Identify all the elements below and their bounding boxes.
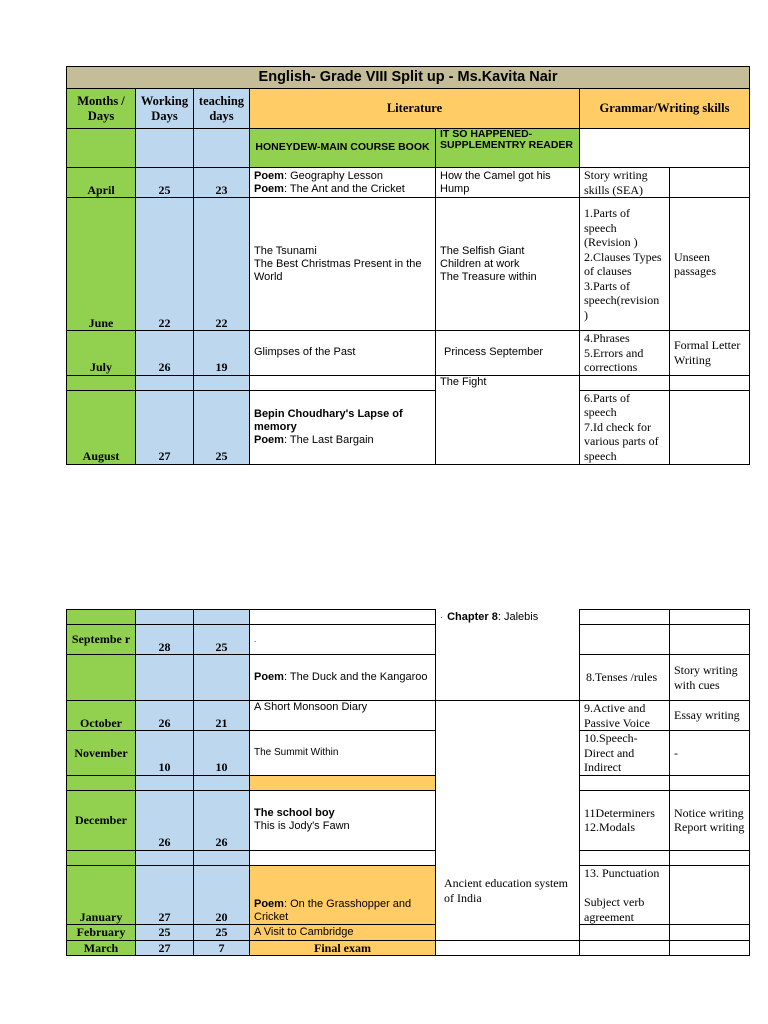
split-up-table-part-2	[66, 609, 750, 956]
empty-cell	[194, 850, 250, 865]
writing-story: Story writing with cues	[670, 655, 750, 701]
empty-cell	[670, 375, 750, 390]
header-supplementary: IT SO HAPPENED-SUPPLEMENTRY READER	[436, 129, 580, 168]
teaching-days-january: 20	[194, 865, 250, 925]
empty-cell	[250, 375, 436, 390]
empty-cell	[194, 775, 250, 790]
main-course-april: Poem: Geography Lesson Poem: The Ant and the Cricket	[250, 168, 436, 198]
working-days-september: 28	[136, 625, 194, 655]
empty-cell	[670, 610, 750, 625]
writing-november: -	[670, 731, 750, 776]
working-days-april: 25	[136, 168, 194, 198]
empty-cell	[67, 129, 136, 168]
grammar-october: 9.Active and Passive Voice	[580, 701, 670, 731]
supplementary-july: Princess September	[436, 331, 580, 376]
empty-cell	[67, 850, 136, 865]
month-july: July	[67, 331, 136, 376]
teaching-days-june: 22	[194, 198, 250, 331]
empty-cell	[580, 940, 670, 956]
main-course-march: Final exam	[250, 940, 436, 956]
teaching-days-april: 23	[194, 168, 250, 198]
writing-july: Formal Letter Writing	[670, 331, 750, 376]
working-days-january: 27	[136, 865, 194, 925]
month-march: March	[67, 940, 136, 956]
writing-december: Notice writing Report writing	[670, 790, 750, 850]
working-days-august: 27	[136, 390, 194, 464]
empty-cell	[670, 775, 750, 790]
empty-cell	[136, 850, 194, 865]
teaching-days-december: 26	[194, 790, 250, 850]
main-course-july: Glimpses of the Past	[250, 331, 436, 376]
grammar-july: 4.Phrases 5.Errors and corrections	[580, 331, 670, 376]
empty-cell	[250, 775, 436, 790]
empty-cell	[136, 655, 194, 701]
grammar-november: 10.Speech- Direct and Indirect	[580, 731, 670, 776]
header-months: Months / Days	[67, 89, 136, 129]
grammar-january: 13. Punctuation Subject verb agreement	[580, 865, 670, 925]
working-days-june: 22	[136, 198, 194, 331]
month-august: August	[67, 390, 136, 464]
header-honeydew: HONEYDEW-MAIN COURSE BOOK	[250, 129, 436, 168]
empty-cell	[67, 775, 136, 790]
header-working-days: Working Days	[136, 89, 194, 129]
empty-cell	[580, 129, 750, 168]
empty-cell	[580, 850, 670, 865]
empty-cell	[136, 775, 194, 790]
main-course-january: Poem: On the Grasshopper and Cricket	[250, 865, 436, 925]
working-days-october: 26	[136, 701, 194, 731]
empty-cell	[67, 375, 136, 390]
main-course-september: .	[250, 625, 436, 655]
working-days-march: 27	[136, 940, 194, 956]
writing-june: Unseen passages	[670, 198, 750, 331]
empty-cell	[580, 375, 670, 390]
working-days-november: 10	[136, 731, 194, 776]
month-february: February	[67, 925, 136, 941]
empty-cell	[670, 390, 750, 464]
empty-cell	[670, 168, 750, 198]
empty-cell	[194, 655, 250, 701]
grammar-december: 11Determiners 12.Modals	[580, 790, 670, 850]
supplementary-august: The Fight	[436, 375, 580, 464]
page-title: English- Grade VIII Split up - Ms.Kavita Nair	[67, 67, 750, 89]
month-october: October	[67, 701, 136, 731]
teaching-days-november: 10	[194, 731, 250, 776]
empty-cell	[194, 129, 250, 168]
month-september: Septembe r	[67, 625, 136, 655]
empty-cell	[136, 610, 194, 625]
working-days-february: 25	[136, 925, 194, 941]
header-literature: Literature	[250, 89, 580, 129]
main-course-february: A Visit to Cambridge	[250, 925, 436, 941]
grammar-june: 1.Parts of speech (Revision ) 2.Clauses Types of clauses 3.Parts of speech(revision )	[580, 198, 670, 331]
empty-cell	[580, 625, 670, 655]
working-days-december: 26	[136, 790, 194, 850]
empty-cell	[194, 375, 250, 390]
empty-cell	[194, 610, 250, 625]
empty-cell	[580, 925, 670, 941]
main-course-june: The Tsunami The Best Christmas Present in the World	[250, 198, 436, 331]
empty-cell	[670, 625, 750, 655]
supplementary-january: Ancient education system of India	[444, 876, 568, 905]
teaching-days-july: 19	[194, 331, 250, 376]
working-days-july: 26	[136, 331, 194, 376]
empty-cell	[670, 925, 750, 941]
empty-cell	[580, 775, 670, 790]
empty-cell	[67, 655, 136, 701]
teaching-days-march: 7	[194, 940, 250, 956]
supplementary-june: The Selfish Giant Children at work The Treasure within	[436, 198, 580, 331]
teaching-days-september: 25	[194, 625, 250, 655]
empty-cell	[670, 850, 750, 865]
header-grammar: Grammar/Writing skills	[580, 89, 750, 129]
empty-cell	[436, 625, 580, 701]
main-course-duck: Poem: The Duck and the Kangaroo	[250, 655, 436, 701]
grammar-august: 6.Parts of speech 7.Id check for various parts of speech	[580, 390, 670, 464]
header-teaching-days: teaching days	[194, 89, 250, 129]
empty-cell	[136, 375, 194, 390]
grammar-tenses: 8.Tenses /rules	[580, 655, 670, 701]
empty-cell	[250, 610, 436, 625]
month-january: January	[67, 865, 136, 925]
main-course-december: The school boy This is Jody's Fawn	[250, 790, 436, 850]
empty-cell	[670, 865, 750, 925]
month-november: November	[67, 731, 136, 776]
main-course-november: The Summit Within	[250, 731, 436, 776]
main-course-august: Bepin Choudhary's Lapse of memory Poem: The Last Bargain	[250, 390, 436, 464]
empty-cell	[250, 850, 436, 865]
empty-cell	[580, 610, 670, 625]
supplementary-april: How the Camel got his Hump	[436, 168, 580, 198]
main-course-october: A Short Monsoon Diary	[250, 701, 436, 731]
teaching-days-october: 21	[194, 701, 250, 731]
month-june: June	[67, 198, 136, 331]
month-december: December	[67, 790, 136, 850]
split-up-table-part-1	[66, 66, 750, 465]
teaching-days-february: 25	[194, 925, 250, 941]
month-april: April	[67, 168, 136, 198]
grammar-april: Story writing skills (SEA)	[580, 168, 670, 198]
teaching-days-august: 25	[194, 390, 250, 464]
empty-cell	[136, 129, 194, 168]
empty-cell	[436, 940, 580, 956]
empty-cell	[670, 940, 750, 956]
empty-cell	[67, 610, 136, 625]
chapter-8: · Chapter 8: Jalebis	[440, 610, 539, 623]
writing-october: Essay writing	[670, 701, 750, 731]
